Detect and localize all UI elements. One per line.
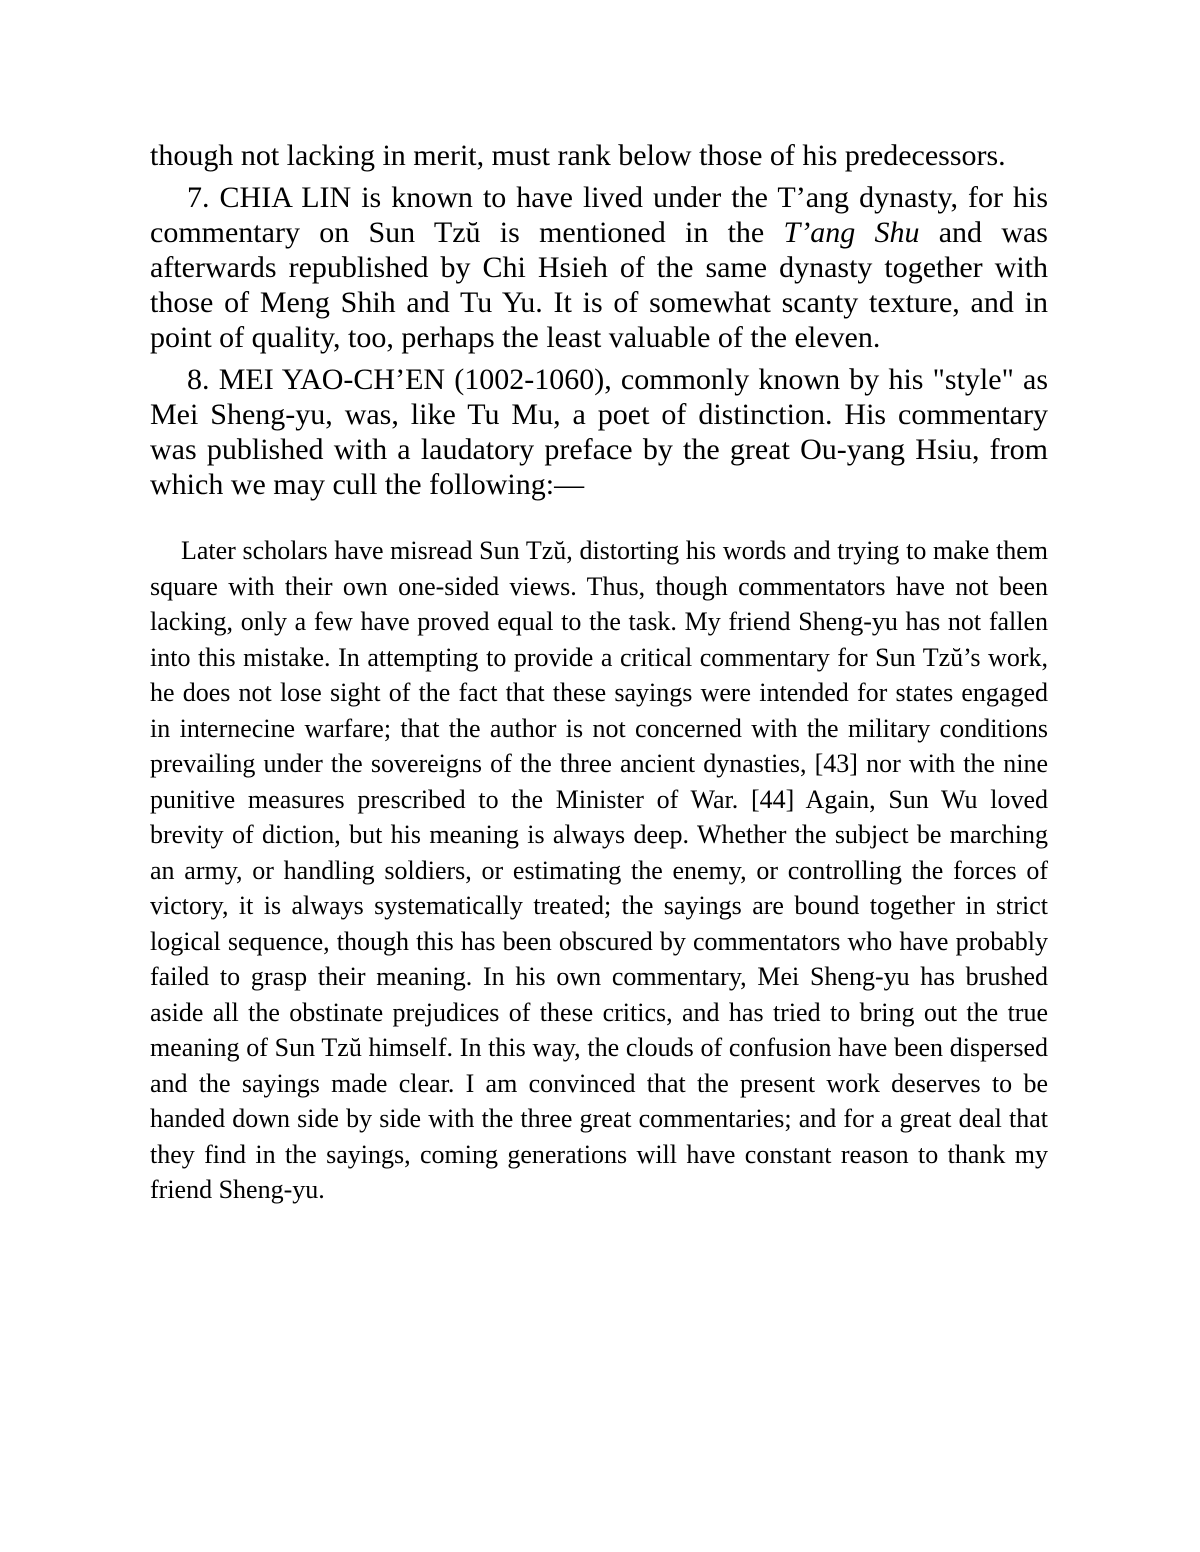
text-segment: Again, Sun Wu loved brevity of diction, but his meaning is always deep. Whether the subject be marching an army, or handling soldiers, or estimating the enemy, or controlling the forces of victory, it is always systematically treated; the sayings are bound together in strict logical sequence, though this has been obscured by commentators who have probably failed to grasp their meaning. In his own commentary, Mei Sheng-yu has brushed aside all the obstinate prejudices of these critics, and has tried to bring out the true meaning of Sun Tzŭ himself. In this way, the clouds of confusion have been dispersed and the sayings made clear. I am convinced that the present work deserves to be handed down side by side with the three great commentaries; and for a great deal that they find in the sayings, coming generations will have constant reason to thank my friend Sheng-yu. — [150, 784, 1048, 1204]
paragraph-7-chia-lin — [150, 180, 1048, 355]
footnote-ref-43: [43] — [814, 749, 858, 778]
paragraph-continuation — [150, 138, 1048, 173]
footnote-ref-44: [44] — [750, 784, 795, 814]
text-segment: nor with the nine punitive measures prescribed to the Minister of War. — [150, 749, 1048, 814]
text-column — [150, 138, 1048, 1208]
text-segment: 8. MEI YAO-CH’EN (1002-1060), commonly known by his "style" as Mei Sheng-yu, was, like Tu Mu, a poet of distinction. His commentary was published with a laudatory preface by the great Ou-yang Hsiu, from which we may cull the following:— — [150, 363, 1048, 501]
blockquote-ou-yang-hsiu-preface — [150, 533, 1048, 1208]
text-segment: and was afterwards republished by Chi Hsieh of the same dynasty together with those of Meng Shih and Tu Yu. It is of somewhat scanty texture, and in point of quality, too, perhaps the least valuable of the eleven. — [150, 216, 1048, 354]
book-title-tang-shu: T’ang Shu — [783, 216, 920, 249]
text-segment: though not lacking in merit, must rank below those of his predecessors. — [150, 139, 1006, 172]
paragraph-8-mei-yao-chen — [150, 362, 1048, 502]
text-segment: 7. CHIA LIN is known to have lived under the T’ang dynasty, for his commentary on Sun Tzŭ is mentioned in the — [150, 181, 1048, 249]
text-segment: Later scholars have misread Sun Tzŭ, distorting his words and trying to make them square with their own one-sided views. Thus, though commentators have not been lacking, only a few have proved equal to the task. My friend Sheng-yu has not fallen into this mistake. In attempting to provide a critical commentary for Sun Tzŭ’s work, he does not lose sight of the fact that these sayings were intended for states engaged in internecine warfare; that the author is not concerned with the military conditions prevailing under the sovereigns of the three ancient dynasties, — [150, 536, 1048, 778]
